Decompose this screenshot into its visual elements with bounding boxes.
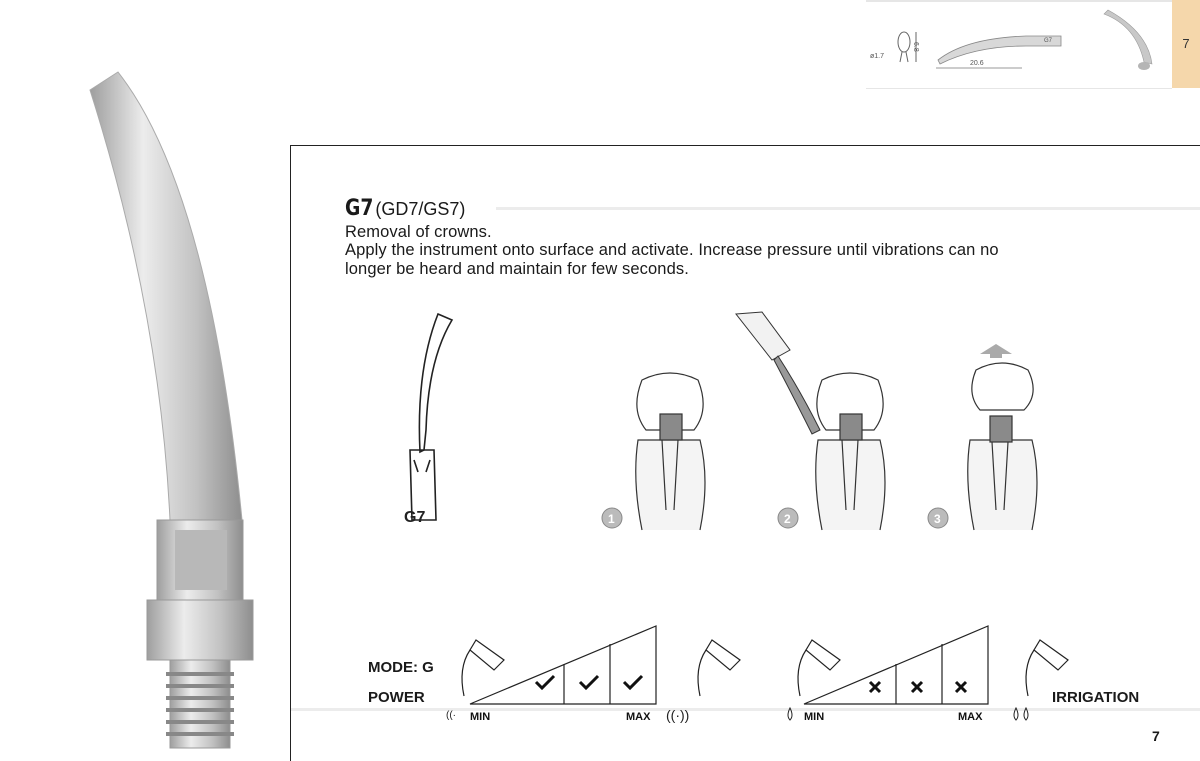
arrow-up-icon (980, 344, 1012, 358)
step-badge-3 (928, 508, 948, 528)
tooth-icon-1 (636, 373, 705, 530)
dim-diameter: ø1.7 (870, 53, 885, 60)
cross-icon (870, 682, 880, 692)
description-line-1: Removal of crowns. (345, 223, 492, 241)
power-min-label: MIN (470, 711, 491, 723)
page-number: 7 (1152, 728, 1160, 744)
step-number: 1 (608, 512, 615, 526)
step-number: 2 (784, 512, 791, 526)
title-divider (496, 207, 1200, 210)
irrigation-max-label: MAX (958, 711, 983, 723)
tip-photo-small (1104, 10, 1152, 70)
tip-outline-label: G7 (404, 509, 426, 526)
vibration-icon: ((·)) (666, 707, 690, 723)
tip-side-view (936, 36, 1061, 68)
tip-outline-icon (410, 314, 452, 520)
power-max-label: MAX (626, 711, 651, 723)
tip-code: G7 (345, 196, 374, 221)
irrigation-min-label: MIN (804, 711, 825, 723)
thread (166, 660, 234, 748)
description-line-3: longer be heard and maintain for few seconds. (345, 260, 689, 278)
tooth-icon-3 (968, 363, 1037, 530)
handpiece-icon (736, 312, 820, 434)
dim-height: 6.8 (912, 42, 919, 52)
dim-length: 20.6 (970, 60, 984, 67)
handpiece-icon (1026, 640, 1068, 696)
top-dimension-strip (866, 0, 1172, 89)
tip-code-small: G7 (1044, 38, 1053, 44)
power-label: POWER (368, 689, 425, 706)
cross-icon (912, 682, 922, 692)
water-drop-icon (1014, 708, 1028, 720)
step-badge-1 (602, 508, 622, 528)
ultrasonic-tip-icon (60, 60, 310, 760)
vibration-icon: ((· (446, 710, 456, 721)
page-tab (1172, 0, 1200, 88)
irrigation-label: IRRIGATION (1052, 689, 1140, 706)
handpiece-icon (798, 640, 840, 696)
tip-variants: (GD7/GS7) (375, 199, 466, 219)
check-icon (580, 676, 598, 688)
mode-label: MODE: G (368, 659, 434, 676)
handpiece-icon (698, 640, 740, 696)
check-icon (536, 676, 554, 688)
step-badge-2 (778, 508, 798, 528)
check-icon (624, 676, 642, 688)
settings-diagram (440, 620, 1200, 730)
page-tab-number: 7 (1182, 36, 1190, 51)
handpiece-icon (462, 640, 504, 696)
procedure-illustrations (380, 310, 1200, 540)
water-drop-icon (788, 708, 792, 720)
page-title (345, 196, 465, 221)
description-line-2: Apply the instrument onto surface and activate. Increase pressure until vibrations can no (345, 241, 999, 259)
dimension-drawing (866, 2, 1172, 88)
step-number: 3 (934, 512, 941, 526)
tooth-icon-2 (816, 373, 885, 530)
cross-icon (956, 682, 966, 692)
